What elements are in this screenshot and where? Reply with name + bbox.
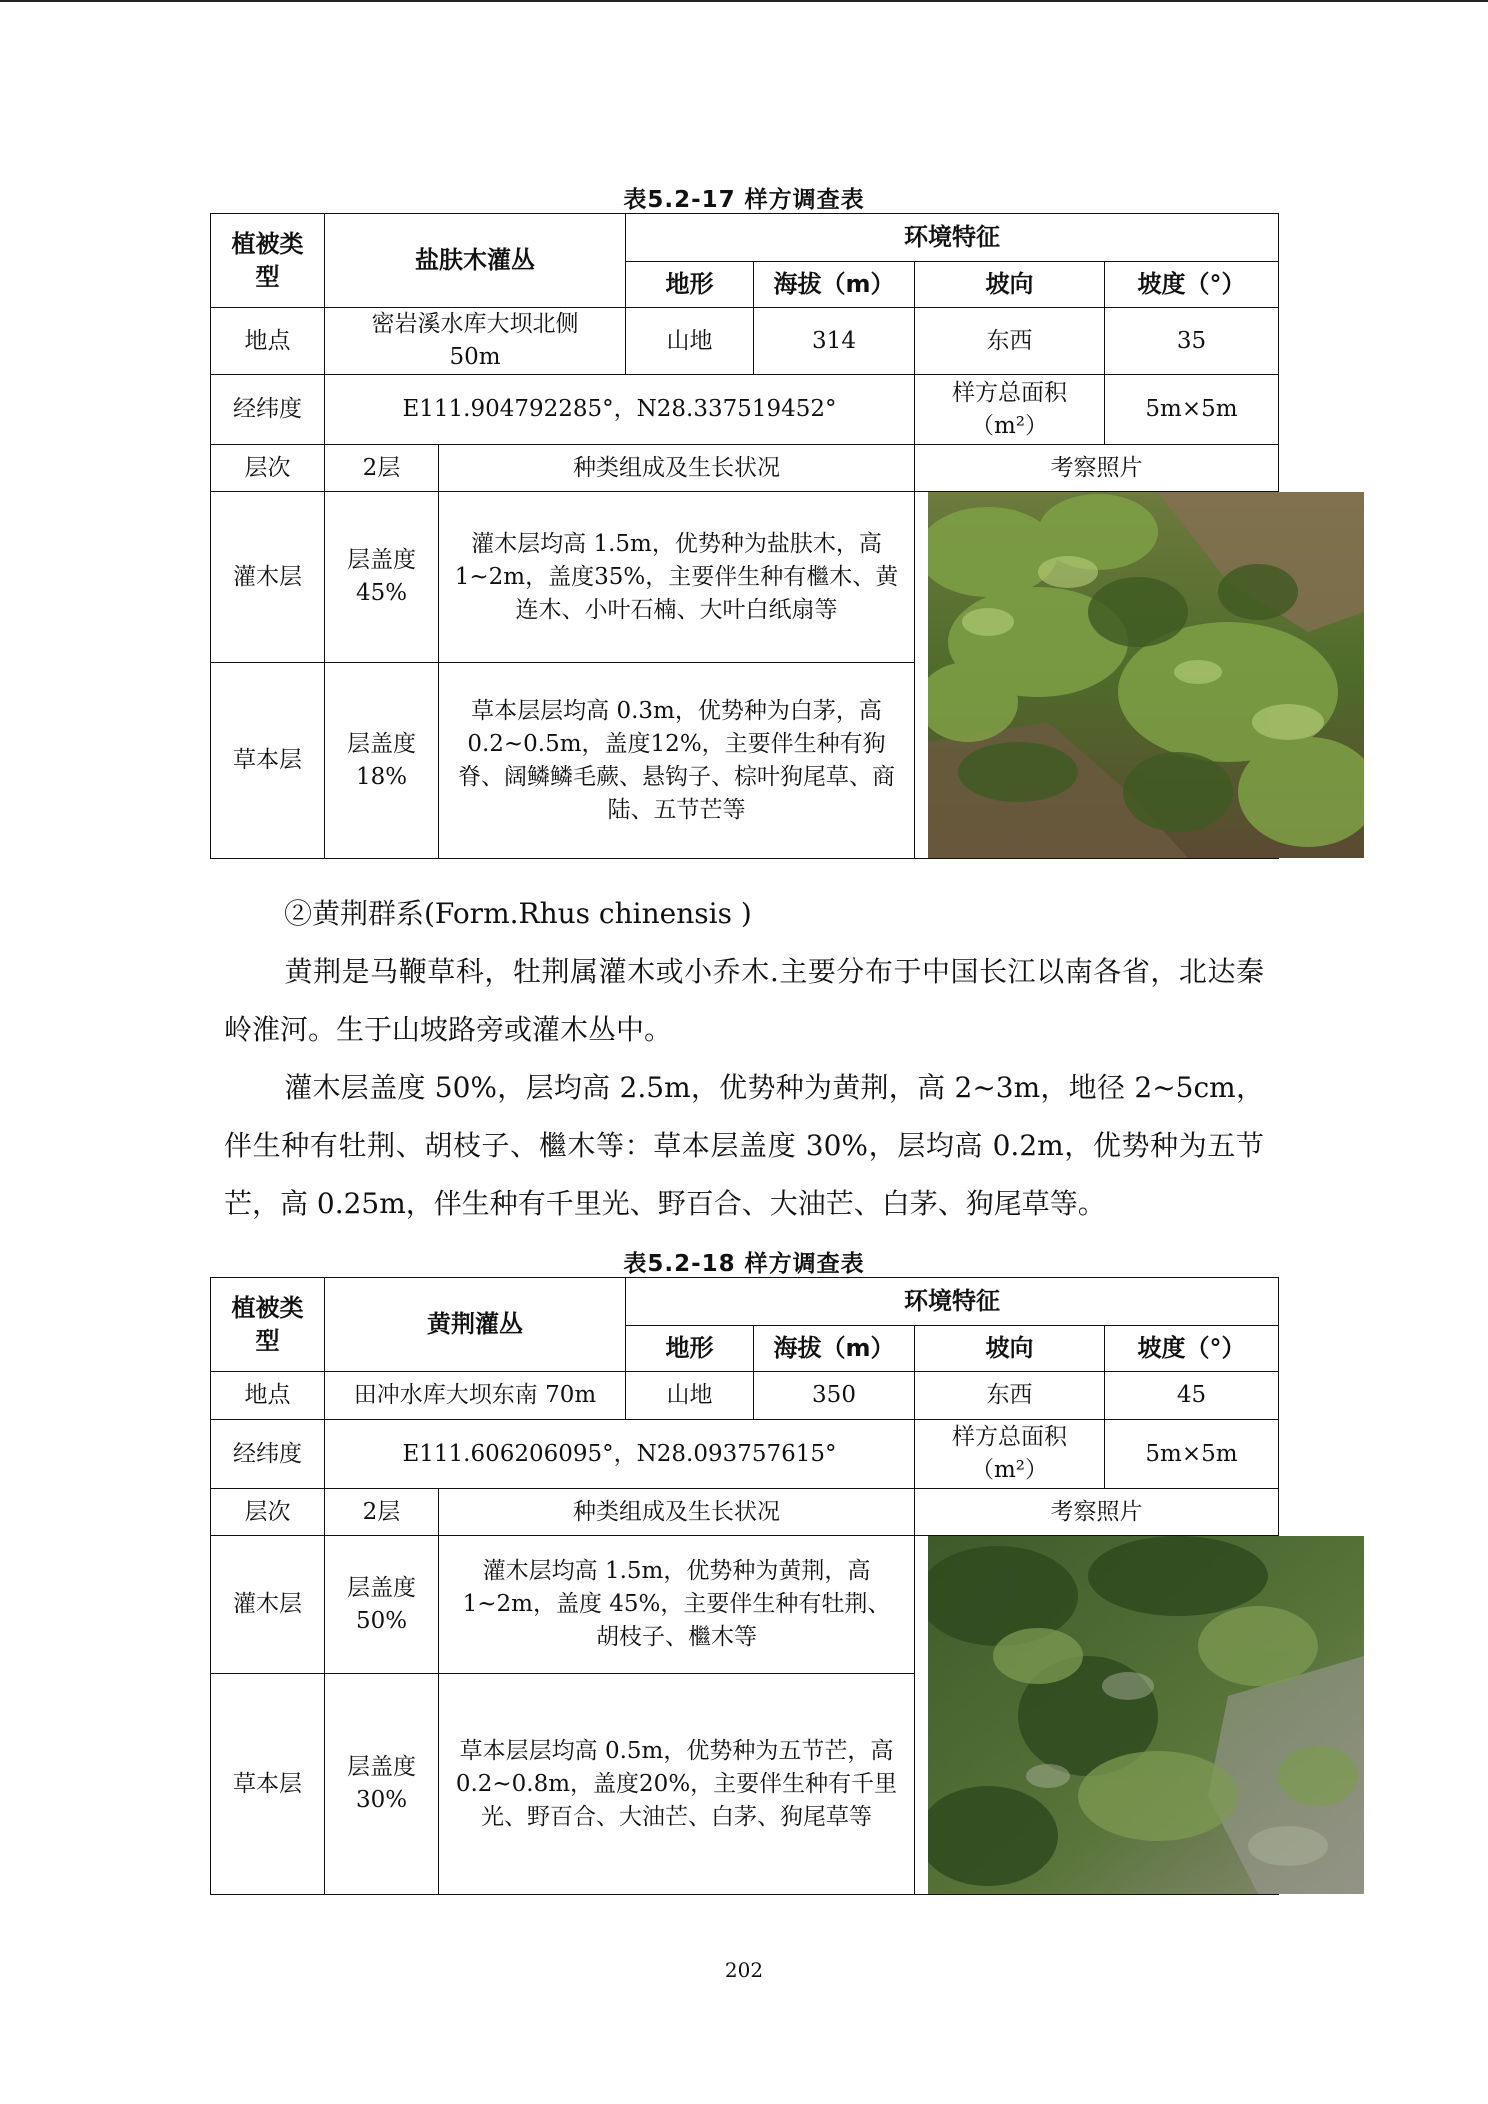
terrain-label: 地形 — [626, 262, 754, 308]
shrub-cover: 层盖度50% — [325, 1536, 439, 1674]
survey-photo-2 — [915, 1536, 1279, 1895]
aspect-label: 坡向 — [915, 1326, 1105, 1372]
area-value: 5m×5m — [1105, 1420, 1279, 1489]
photo-label: 考察照片 — [915, 445, 1279, 492]
top-border-line — [0, 0, 1488, 2]
layer-count: 2层 — [325, 445, 439, 492]
section-heading — [224, 885, 1264, 943]
veg-type-label: 植被类型 — [211, 1278, 325, 1372]
herb-layer-label: 草本层 — [211, 663, 325, 859]
slope-value: 35 — [1105, 308, 1279, 375]
survey-photo-1 — [915, 492, 1279, 859]
shrub-layer-label: 灌木层 — [211, 1536, 325, 1674]
composition-label: 种类组成及生长状况 — [439, 445, 915, 492]
herb-cover: 层盖度30% — [325, 1674, 439, 1895]
altitude-label: 海拔（m） — [754, 1326, 915, 1372]
shrub-photo-image — [928, 492, 1364, 858]
site-label: 地点 — [211, 1372, 325, 1420]
table1-survey — [210, 213, 1279, 859]
altitude-value: 314 — [754, 308, 915, 375]
terrain-value: 山地 — [626, 1372, 754, 1420]
paragraph-1-text: 黄荆是马鞭草科，牡荆属灌木或小乔木.主要分布于中国长江以南各省，北达秦岭淮河。生于山坡路旁或灌木丛中。 — [224, 955, 1264, 1046]
site-label: 地点 — [211, 308, 325, 375]
layer-label: 层次 — [211, 1489, 325, 1536]
composition-label: 种类组成及生长状况 — [439, 1489, 915, 1536]
veg-type-label: 植被类型 — [211, 214, 325, 308]
altitude-label: 海拔（m） — [754, 262, 915, 308]
shrub-description: 灌木层均高 1.5m，优势种为盐肤木，高 1~2m，盖度35%，主要伴生种有檵木、黄连木、小叶石楠、大叶白纸扇等 — [439, 492, 915, 663]
coord-value: E111.606206095°，N28.093757615° — [325, 1420, 915, 1489]
layer-count: 2层 — [325, 1489, 439, 1536]
slope-label: 坡度（°） — [1105, 262, 1279, 308]
herb-description: 草本层层均高 0.3m，优势种为白茅，高 0.2~0.5m，盖度12%，主要伴生种有狗脊、阔鳞鳞毛蕨、悬钩子、棕叶狗尾草、商陆、五节芒等 — [439, 663, 915, 859]
coord-label: 经纬度 — [211, 1420, 325, 1489]
site-value: 密岩溪水库大坝北侧50m — [325, 308, 626, 375]
aspect-label: 坡向 — [915, 262, 1105, 308]
slope-value: 45 — [1105, 1372, 1279, 1420]
area-label: 样方总面积（m²） — [915, 375, 1105, 445]
paragraph-1 — [224, 943, 1264, 1059]
table1-caption: 表5.2-17 样方调查表 — [623, 187, 865, 213]
coord-label: 经纬度 — [211, 375, 325, 445]
coord-value: E111.904792285°，N28.337519452° — [325, 375, 915, 445]
area-value: 5m×5m — [1105, 375, 1279, 445]
env-label: 环境特征 — [626, 214, 1279, 262]
altitude-value: 350 — [754, 1372, 915, 1420]
env-label: 环境特征 — [626, 1278, 1279, 1326]
page-number: 202 — [724, 1958, 764, 1982]
herb-layer-label: 草本层 — [211, 1674, 325, 1895]
shrub-description: 灌木层均高 1.5m，优势种为黄荆，高 1~2m，盖度 45%，主要伴生种有牡荆、胡枝子、檵木等 — [439, 1536, 915, 1674]
veg-type-value: 黄荆灌丛 — [325, 1278, 626, 1372]
section-heading-text: ②黄荆群系(Form.Rhus chinensis ) — [284, 897, 752, 930]
area-label: 样方总面积（m²） — [915, 1420, 1105, 1489]
aspect-value: 东西 — [915, 1372, 1105, 1420]
photo-label: 考察照片 — [915, 1489, 1279, 1536]
veg-type-value: 盐肤木灌丛 — [325, 214, 626, 308]
slope-label: 坡度（°） — [1105, 1326, 1279, 1372]
table2-caption: 表5.2-18 样方调查表 — [623, 1251, 865, 1277]
layer-label: 层次 — [211, 445, 325, 492]
herb-description: 草本层层均高 0.5m，优势种为五节芒，高 0.2~0.8m，盖度20%，主要伴生种有千里光、野百合、大油芒、白茅、狗尾草等 — [439, 1674, 915, 1895]
paragraph-2-text: 灌木层盖度 50%，层均高 2.5m，优势种为黄荆，高 2~3m，地径 2~5cm，伴生种有牡荆、胡枝子、檵木等：草本层盖度 30%，层均高 0.2m，优势种为五节芒，高 0.25m，伴生种有千里光、野百合、大油芒、白茅、狗尾草等。 — [224, 1071, 1264, 1220]
paragraph-2 — [224, 1059, 1264, 1233]
terrain-label: 地形 — [626, 1326, 754, 1372]
huangjing-photo-image — [928, 1536, 1364, 1894]
table2-survey — [210, 1277, 1279, 1895]
herb-cover: 层盖度18% — [325, 663, 439, 859]
site-value: 田冲水库大坝东南 70m — [325, 1372, 626, 1420]
shrub-layer-label: 灌木层 — [211, 492, 325, 663]
shrub-cover: 层盖度45% — [325, 492, 439, 663]
aspect-value: 东西 — [915, 308, 1105, 375]
terrain-value: 山地 — [626, 308, 754, 375]
